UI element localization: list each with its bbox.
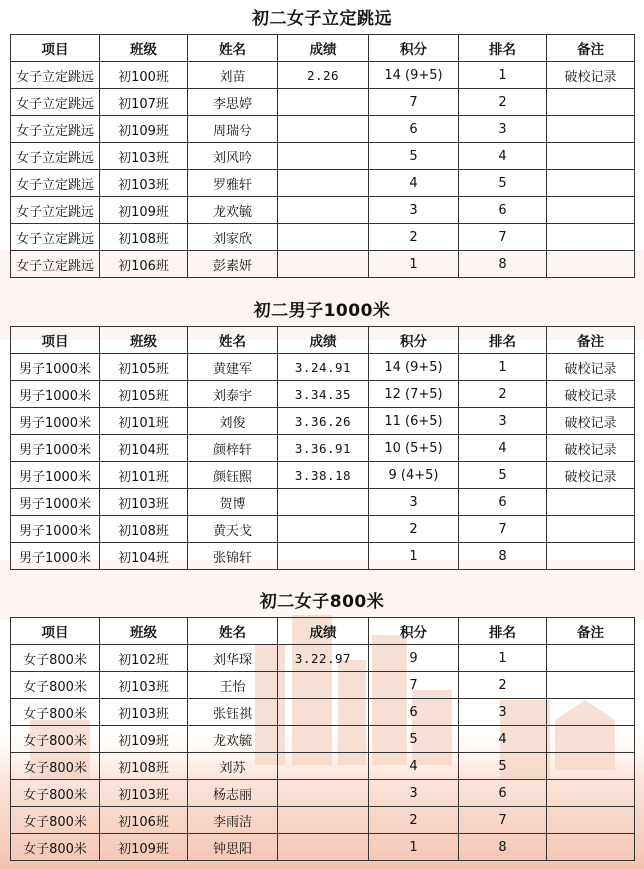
points-cell: 3	[369, 197, 459, 224]
event-cell: 女子800米	[11, 726, 100, 753]
table-section-1000m	[10, 296, 634, 570]
points-cell: 12 (7+5)	[369, 381, 459, 408]
note-cell	[547, 89, 635, 116]
event-cell: 女子立定跳远	[11, 224, 100, 251]
score-cell	[278, 170, 369, 197]
note-cell: 破校记录	[547, 408, 635, 435]
note-cell	[547, 543, 635, 570]
table-row	[11, 143, 635, 170]
class-cell: 初103班	[100, 489, 188, 516]
points-cell: 1	[369, 543, 459, 570]
table-header-row	[11, 35, 635, 62]
class-cell: 初108班	[100, 224, 188, 251]
rank-cell: 1	[459, 354, 547, 381]
event-cell: 女子立定跳远	[11, 197, 100, 224]
class-cell: 初103班	[100, 699, 188, 726]
results-table	[10, 326, 635, 570]
name-cell: 王怡	[188, 672, 278, 699]
event-cell: 女子立定跳远	[11, 251, 100, 278]
name-cell: 颜梓轩	[188, 435, 278, 462]
score-cell	[278, 224, 369, 251]
class-cell: 初100班	[100, 62, 188, 89]
class-cell: 初103班	[100, 672, 188, 699]
column-header: 排名	[459, 35, 547, 62]
rank-cell: 2	[459, 672, 547, 699]
points-cell: 9	[369, 645, 459, 672]
rank-cell: 3	[459, 116, 547, 143]
note-cell	[547, 753, 635, 780]
score-cell	[278, 834, 369, 861]
class-cell: 初105班	[100, 381, 188, 408]
class-cell: 初101班	[100, 408, 188, 435]
note-cell	[547, 645, 635, 672]
rank-cell: 8	[459, 251, 547, 278]
column-header: 姓名	[188, 35, 278, 62]
column-header: 积分	[369, 327, 459, 354]
table-row	[11, 807, 635, 834]
table-header-row	[11, 327, 635, 354]
column-header: 成绩	[278, 327, 369, 354]
rank-cell: 4	[459, 435, 547, 462]
score-cell	[278, 89, 369, 116]
name-cell: 刘泰宇	[188, 381, 278, 408]
column-header: 成绩	[278, 618, 369, 645]
rank-cell: 2	[459, 89, 547, 116]
name-cell: 张锦轩	[188, 543, 278, 570]
note-cell	[547, 807, 635, 834]
table-row	[11, 516, 635, 543]
points-cell: 3	[369, 780, 459, 807]
rank-cell: 5	[459, 462, 547, 489]
class-cell: 初105班	[100, 354, 188, 381]
table-row	[11, 645, 635, 672]
table-row	[11, 251, 635, 278]
rank-cell: 8	[459, 834, 547, 861]
class-cell: 初104班	[100, 543, 188, 570]
event-cell: 男子1000米	[11, 516, 100, 543]
class-cell: 初103班	[100, 780, 188, 807]
rank-cell: 6	[459, 489, 547, 516]
score-cell	[278, 753, 369, 780]
note-cell: 破校记录	[547, 62, 635, 89]
column-header: 班级	[100, 327, 188, 354]
note-cell	[547, 834, 635, 861]
points-cell: 3	[369, 489, 459, 516]
score-cell	[278, 516, 369, 543]
score-cell: 3.34.35	[278, 381, 369, 408]
name-cell: 刘家欣	[188, 224, 278, 251]
class-cell: 初102班	[100, 645, 188, 672]
event-cell: 女子800米	[11, 807, 100, 834]
section-title: 初二女子立定跳远	[252, 9, 392, 29]
results-table	[10, 617, 635, 861]
name-cell: 刘华琛	[188, 645, 278, 672]
class-cell: 初106班	[100, 251, 188, 278]
table-row	[11, 834, 635, 861]
event-cell: 女子800米	[11, 780, 100, 807]
rank-cell: 1	[459, 645, 547, 672]
event-cell: 女子立定跳远	[11, 143, 100, 170]
column-header: 成绩	[278, 35, 369, 62]
class-cell: 初103班	[100, 143, 188, 170]
points-cell: 7	[369, 89, 459, 116]
name-cell: 钟思阳	[188, 834, 278, 861]
name-cell: 龙欢毓	[188, 197, 278, 224]
points-cell: 2	[369, 224, 459, 251]
table-row	[11, 543, 635, 570]
event-cell: 女子800米	[11, 699, 100, 726]
points-cell: 14 (9+5)	[369, 354, 459, 381]
table-row	[11, 116, 635, 143]
name-cell: 刘苏	[188, 753, 278, 780]
note-cell	[547, 726, 635, 753]
column-header: 备注	[547, 327, 635, 354]
class-cell: 初108班	[100, 753, 188, 780]
points-cell: 6	[369, 116, 459, 143]
score-cell	[278, 197, 369, 224]
score-cell: 2.26	[278, 62, 369, 89]
event-cell: 女子立定跳远	[11, 62, 100, 89]
table-row	[11, 435, 635, 462]
rank-cell: 7	[459, 516, 547, 543]
rank-cell: 6	[459, 197, 547, 224]
name-cell: 罗雅轩	[188, 170, 278, 197]
score-cell: 3.36.91	[278, 435, 369, 462]
class-cell: 初107班	[100, 89, 188, 116]
rank-cell: 4	[459, 726, 547, 753]
score-cell	[278, 143, 369, 170]
table-row	[11, 489, 635, 516]
name-cell: 刘苗	[188, 62, 278, 89]
rank-cell: 7	[459, 807, 547, 834]
points-cell: 2	[369, 807, 459, 834]
note-cell	[547, 516, 635, 543]
rank-cell: 7	[459, 224, 547, 251]
note-cell: 破校记录	[547, 435, 635, 462]
rank-cell: 8	[459, 543, 547, 570]
column-header: 备注	[547, 35, 635, 62]
column-header: 班级	[100, 618, 188, 645]
rank-cell: 2	[459, 381, 547, 408]
score-cell: 3.24.91	[278, 354, 369, 381]
class-cell: 初104班	[100, 435, 188, 462]
table-section-800m	[10, 587, 634, 861]
name-cell: 刘俊	[188, 408, 278, 435]
note-cell	[547, 116, 635, 143]
rank-cell: 1	[459, 62, 547, 89]
points-cell: 9 (4+5)	[369, 462, 459, 489]
event-cell: 男子1000米	[11, 354, 100, 381]
event-cell: 男子1000米	[11, 381, 100, 408]
event-cell: 女子800米	[11, 672, 100, 699]
points-cell: 5	[369, 726, 459, 753]
event-cell: 女子立定跳远	[11, 116, 100, 143]
note-cell	[547, 780, 635, 807]
note-cell	[547, 197, 635, 224]
note-cell	[547, 143, 635, 170]
name-cell: 李雨洁	[188, 807, 278, 834]
column-header: 姓名	[188, 327, 278, 354]
points-cell: 10 (5+5)	[369, 435, 459, 462]
event-cell: 男子1000米	[11, 543, 100, 570]
table-row	[11, 672, 635, 699]
table-row	[11, 780, 635, 807]
name-cell: 黄建军	[188, 354, 278, 381]
class-cell: 初108班	[100, 516, 188, 543]
score-cell	[278, 251, 369, 278]
rank-cell: 5	[459, 170, 547, 197]
name-cell: 黄天戈	[188, 516, 278, 543]
score-cell: 3.22.97	[278, 645, 369, 672]
name-cell: 李思婷	[188, 89, 278, 116]
event-cell: 女子800米	[11, 645, 100, 672]
class-cell: 初101班	[100, 462, 188, 489]
points-cell: 2	[369, 516, 459, 543]
points-cell: 7	[369, 672, 459, 699]
table-section-long-jump	[10, 4, 634, 278]
event-cell: 女子立定跳远	[11, 89, 100, 116]
event-cell: 女子立定跳远	[11, 170, 100, 197]
table-row	[11, 224, 635, 251]
rank-cell: 3	[459, 408, 547, 435]
table-row	[11, 753, 635, 780]
points-cell: 11 (6+5)	[369, 408, 459, 435]
points-cell: 4	[369, 170, 459, 197]
table-header-row	[11, 618, 635, 645]
note-cell	[547, 489, 635, 516]
score-cell	[278, 543, 369, 570]
note-cell: 破校记录	[547, 462, 635, 489]
score-cell: 3.38.18	[278, 462, 369, 489]
column-header: 姓名	[188, 618, 278, 645]
class-cell: 初109班	[100, 116, 188, 143]
score-cell	[278, 699, 369, 726]
note-cell: 破校记录	[547, 354, 635, 381]
rank-cell: 5	[459, 753, 547, 780]
score-cell	[278, 116, 369, 143]
column-header: 项目	[11, 35, 100, 62]
rank-cell: 6	[459, 780, 547, 807]
column-header: 积分	[369, 35, 459, 62]
table-row	[11, 354, 635, 381]
note-cell	[547, 224, 635, 251]
event-cell: 女子800米	[11, 753, 100, 780]
score-cell	[278, 672, 369, 699]
class-cell: 初109班	[100, 726, 188, 753]
rank-cell: 4	[459, 143, 547, 170]
table-row	[11, 89, 635, 116]
column-header: 排名	[459, 618, 547, 645]
class-cell: 初109班	[100, 834, 188, 861]
section-title: 初二女子800米	[259, 592, 385, 612]
table-row	[11, 699, 635, 726]
name-cell: 颜钰熙	[188, 462, 278, 489]
points-cell: 6	[369, 699, 459, 726]
table-row	[11, 462, 635, 489]
note-cell	[547, 672, 635, 699]
points-cell: 14 (9+5)	[369, 62, 459, 89]
name-cell: 张钰祺	[188, 699, 278, 726]
note-cell	[547, 251, 635, 278]
event-cell: 男子1000米	[11, 489, 100, 516]
name-cell: 贺博	[188, 489, 278, 516]
column-header: 项目	[11, 618, 100, 645]
table-row	[11, 381, 635, 408]
column-header: 备注	[547, 618, 635, 645]
event-cell: 男子1000米	[11, 408, 100, 435]
name-cell: 杨志丽	[188, 780, 278, 807]
table-row	[11, 408, 635, 435]
score-cell: 3.36.26	[278, 408, 369, 435]
column-header: 项目	[11, 327, 100, 354]
name-cell: 周瑞兮	[188, 116, 278, 143]
class-cell: 初103班	[100, 170, 188, 197]
rank-cell: 3	[459, 699, 547, 726]
class-cell: 初106班	[100, 807, 188, 834]
score-cell	[278, 780, 369, 807]
points-cell: 5	[369, 143, 459, 170]
name-cell: 彭素妍	[188, 251, 278, 278]
score-cell	[278, 489, 369, 516]
column-header: 班级	[100, 35, 188, 62]
name-cell: 刘风吟	[188, 143, 278, 170]
note-cell	[547, 170, 635, 197]
score-cell	[278, 807, 369, 834]
note-cell	[547, 699, 635, 726]
section-title: 初二男子1000米	[253, 301, 391, 321]
table-row	[11, 197, 635, 224]
table-row	[11, 170, 635, 197]
points-cell: 1	[369, 251, 459, 278]
class-cell: 初109班	[100, 197, 188, 224]
note-cell: 破校记录	[547, 381, 635, 408]
event-cell: 男子1000米	[11, 462, 100, 489]
points-cell: 1	[369, 834, 459, 861]
score-cell	[278, 726, 369, 753]
event-cell: 女子800米	[11, 834, 100, 861]
table-row	[11, 726, 635, 753]
event-cell: 男子1000米	[11, 435, 100, 462]
results-table	[10, 34, 635, 278]
table-row	[11, 62, 635, 89]
name-cell: 龙欢毓	[188, 726, 278, 753]
column-header: 排名	[459, 327, 547, 354]
points-cell: 4	[369, 753, 459, 780]
column-header: 积分	[369, 618, 459, 645]
